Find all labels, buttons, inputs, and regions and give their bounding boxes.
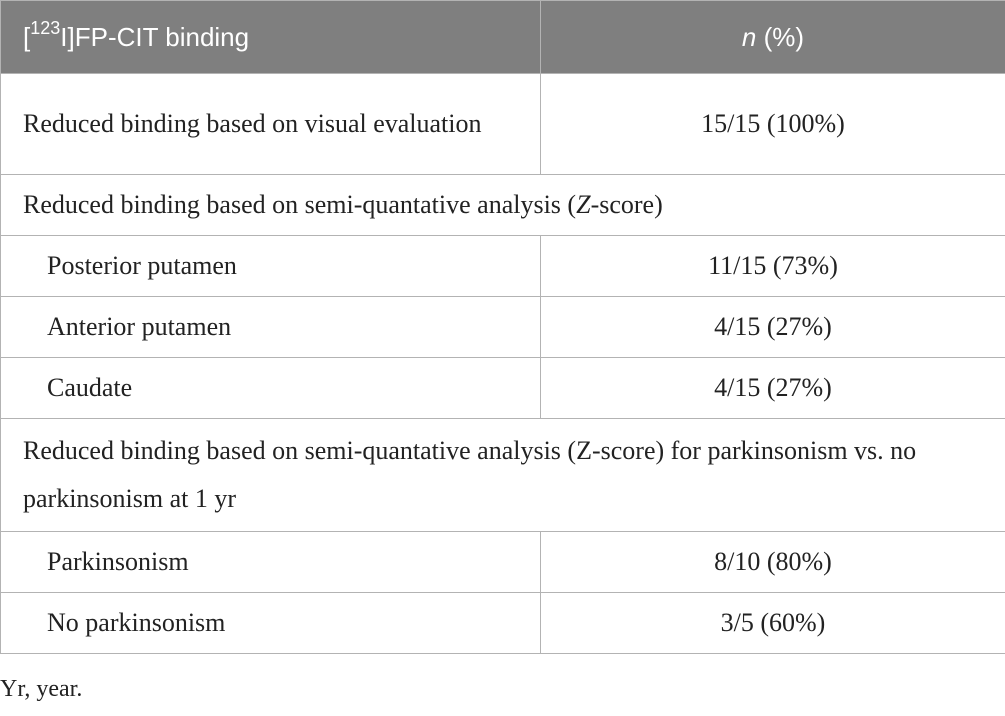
table-row [1, 532, 1005, 593]
header-binding-pre: [ [23, 22, 31, 52]
row-label-posterior-putamen: Posterior putamen [1, 236, 541, 297]
header-n: n [741, 22, 757, 52]
section-label-parkinsonism: Reduced binding based on semi-quantative analysis (Z-score) for parkinsonism vs. no parkinsonism at 1 yr [1, 419, 1005, 532]
section-zscore-post: -score) [590, 190, 663, 219]
table-footnote: Yr, year. [0, 676, 83, 702]
row-value-anterior-putamen: 4/15 (27%) [541, 297, 1005, 358]
table-header-row [1, 1, 1005, 74]
table-row [1, 236, 1005, 297]
section-zscore-pre: Reduced binding based on semi-quantative analysis ( [23, 190, 577, 219]
header-binding-isotope: 123 [30, 18, 61, 38]
header-n-percent [541, 1, 1005, 74]
row-value-visual: 15/15 (100%) [541, 74, 1005, 175]
row-value-no-parkinsonism: 3/5 (60%) [541, 593, 1005, 654]
header-percent: (%) [756, 22, 805, 52]
row-value-posterior-putamen: 11/15 (73%) [541, 236, 1005, 297]
table-row [1, 593, 1005, 654]
row-label-no-parkinsonism: No parkinsonism [1, 593, 541, 654]
table-row [1, 358, 1005, 419]
row-label-visual: Reduced binding based on visual evaluation [1, 74, 541, 175]
row-value-caudate: 4/15 (27%) [541, 358, 1005, 419]
row-label-anterior-putamen: Anterior putamen [1, 297, 541, 358]
table-section-row [1, 175, 1005, 236]
header-binding-post: I]FP-CIT binding [60, 22, 250, 52]
table-section-row [1, 419, 1005, 532]
table-row [1, 74, 1005, 175]
table-row [1, 297, 1005, 358]
row-label-parkinsonism: Parkinsonism [1, 532, 541, 593]
section-label-zscore [1, 175, 1005, 236]
row-value-parkinsonism: 8/10 (80%) [541, 532, 1005, 593]
header-binding [1, 1, 541, 74]
row-label-caudate: Caudate [1, 358, 541, 419]
section-zscore-italic: Z [576, 190, 591, 219]
